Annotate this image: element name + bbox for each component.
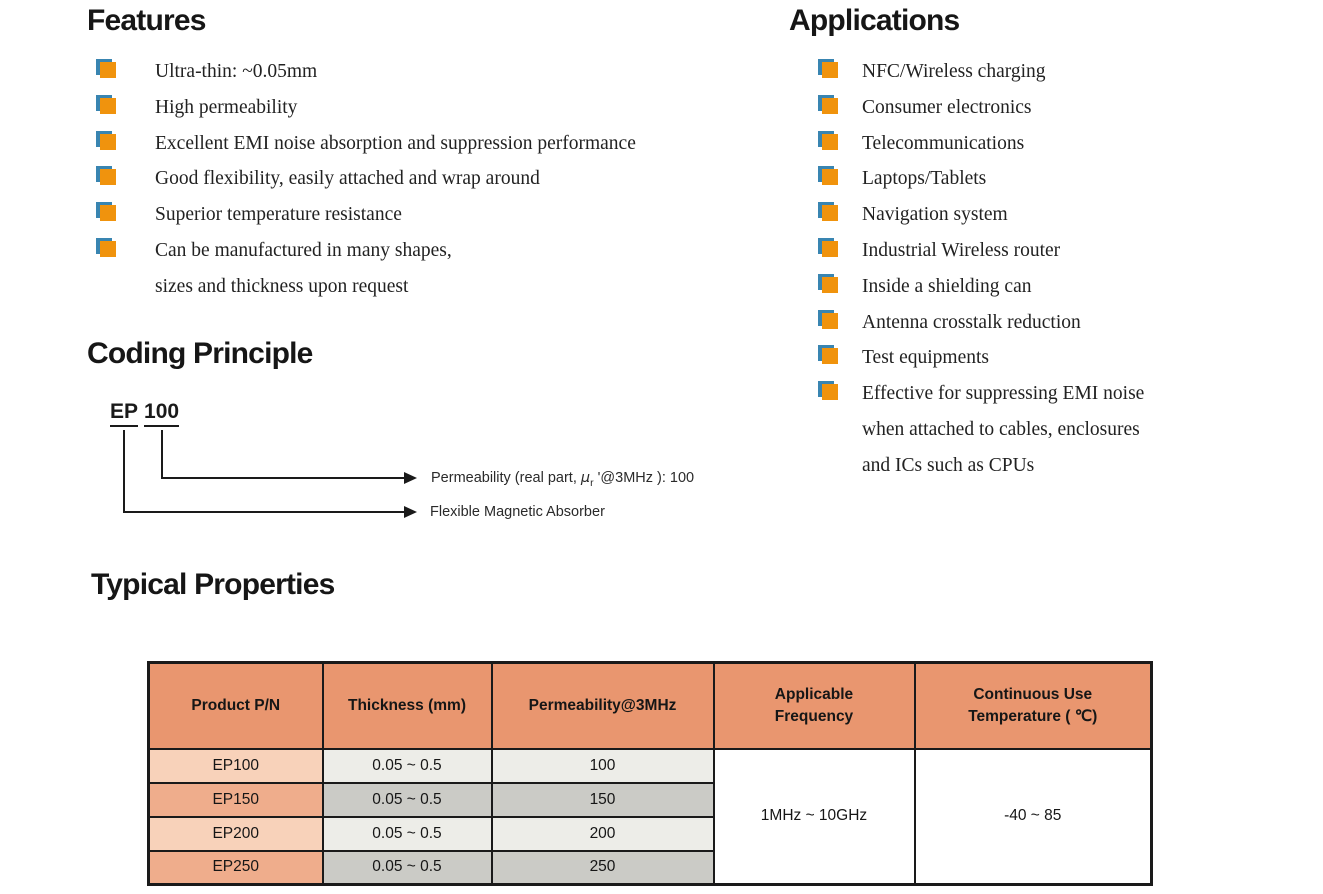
feature-text: High permeability [155, 96, 298, 118]
permeability-label-post: '@3MHz ): 100 [593, 470, 695, 486]
mu-subscript: r [590, 476, 594, 489]
application-text: Telecommunications [862, 132, 1025, 154]
applications-title: Applications [789, 4, 960, 37]
list-item [822, 161, 1262, 197]
square-bullet-icon [822, 241, 838, 257]
cell-thickness: 0.05 ~ 0.5 [323, 851, 492, 885]
list-item [822, 340, 1262, 376]
code-number: 100 [144, 400, 179, 427]
permeability-code-label [431, 469, 694, 492]
application-text: and ICs such as CPUs [862, 454, 1035, 476]
feature-text: Can be manufactured in many shapes, [155, 239, 452, 261]
square-bullet-icon [822, 62, 838, 78]
application-text: Laptops/Tablets [862, 168, 987, 190]
application-text: Test equipments [862, 347, 989, 369]
cell-permeability: 200 [492, 817, 714, 851]
application-text: Antenna crosstalk reduction [862, 311, 1081, 333]
list-item [822, 90, 1262, 126]
header-thickness: Thickness (mm) [323, 663, 492, 749]
features-list [100, 54, 780, 305]
feature-text: Good flexibility, easily attached and wrap around [155, 168, 540, 190]
cell-thickness: 0.05 ~ 0.5 [323, 749, 492, 783]
application-text: Navigation system [862, 204, 1008, 226]
square-bullet-icon [100, 169, 116, 185]
arrowhead-icon [404, 472, 417, 484]
list-item [100, 233, 780, 305]
table-header-row [149, 663, 1152, 749]
list-item [822, 269, 1262, 305]
cell-product-pn: EP250 [149, 851, 323, 885]
square-bullet-icon [822, 348, 838, 364]
cell-permeability: 250 [492, 851, 714, 885]
list-item [822, 197, 1262, 233]
list-item [100, 126, 780, 162]
permeability-label-pre: Permeability (real part, [431, 470, 581, 486]
list-item [822, 305, 1262, 341]
applications-list [822, 54, 1262, 484]
cell-thickness: 0.05 ~ 0.5 [323, 817, 492, 851]
feature-text: sizes and thickness upon request [155, 275, 409, 297]
typical-properties-title: Typical Properties [91, 568, 335, 601]
application-text: Consumer electronics [862, 96, 1032, 118]
cell-permeability: 100 [492, 749, 714, 783]
feature-text: Ultra-thin: ~0.05mm [155, 61, 318, 82]
square-bullet-icon [822, 277, 838, 293]
header-applicable-frequency: Applicable Frequency [714, 663, 915, 749]
application-text: when attached to cables, enclosures [862, 418, 1140, 440]
header-permeability: Permeability@3MHz [492, 663, 714, 749]
list-item [100, 54, 780, 90]
square-bullet-icon [822, 205, 838, 221]
cell-product-pn: EP200 [149, 817, 323, 851]
square-bullet-icon [100, 98, 116, 114]
square-bullet-icon [822, 98, 838, 114]
square-bullet-icon [822, 169, 838, 185]
absorber-code-label: Flexible Magnetic Absorber [430, 504, 605, 520]
typical-properties-table [147, 661, 1153, 886]
feature-text: Excellent EMI noise absorption and suppression performance [155, 132, 636, 154]
features-title: Features [87, 4, 206, 37]
cell-permeability: 150 [492, 783, 714, 817]
cell-thickness: 0.05 ~ 0.5 [323, 783, 492, 817]
application-text: Industrial Wireless router [862, 239, 1061, 261]
list-item [822, 233, 1262, 269]
list-item [100, 161, 780, 197]
square-bullet-icon [822, 313, 838, 329]
cell-continuous-use-temperature: -40 ~ 85 [915, 749, 1152, 885]
cell-product-pn: EP150 [149, 783, 323, 817]
product-code [110, 400, 179, 427]
square-bullet-icon [100, 205, 116, 221]
list-item [822, 54, 1262, 90]
square-bullet-icon [822, 134, 838, 150]
square-bullet-icon [100, 134, 116, 150]
square-bullet-icon [100, 241, 116, 257]
square-bullet-icon [100, 62, 116, 78]
cell-applicable-frequency: 1MHz ~ 10GHz [714, 749, 915, 885]
coding-principle-title: Coding Principle [87, 337, 313, 370]
header-product-pn: Product P/N [149, 663, 323, 749]
square-bullet-icon [822, 384, 838, 400]
list-item [100, 197, 780, 233]
code-prefix: EP [110, 400, 138, 427]
arrowhead-icon [404, 506, 417, 518]
list-item [100, 90, 780, 126]
mu-symbol: μ [580, 470, 591, 486]
list-item [822, 376, 1262, 483]
feature-text: Superior temperature resistance [155, 204, 402, 226]
application-text: NFC/Wireless charging [862, 61, 1046, 82]
cell-product-pn: EP100 [149, 749, 323, 783]
application-text: Effective for suppressing EMI noise [862, 383, 1145, 405]
list-item [822, 126, 1262, 162]
coding-diagram-connector-lines [110, 430, 430, 525]
header-continuous-use-temperature: Continuous Use Temperature ( ℃) [915, 663, 1152, 749]
table-row [149, 749, 1152, 783]
application-text: Inside a shielding can [862, 275, 1032, 297]
